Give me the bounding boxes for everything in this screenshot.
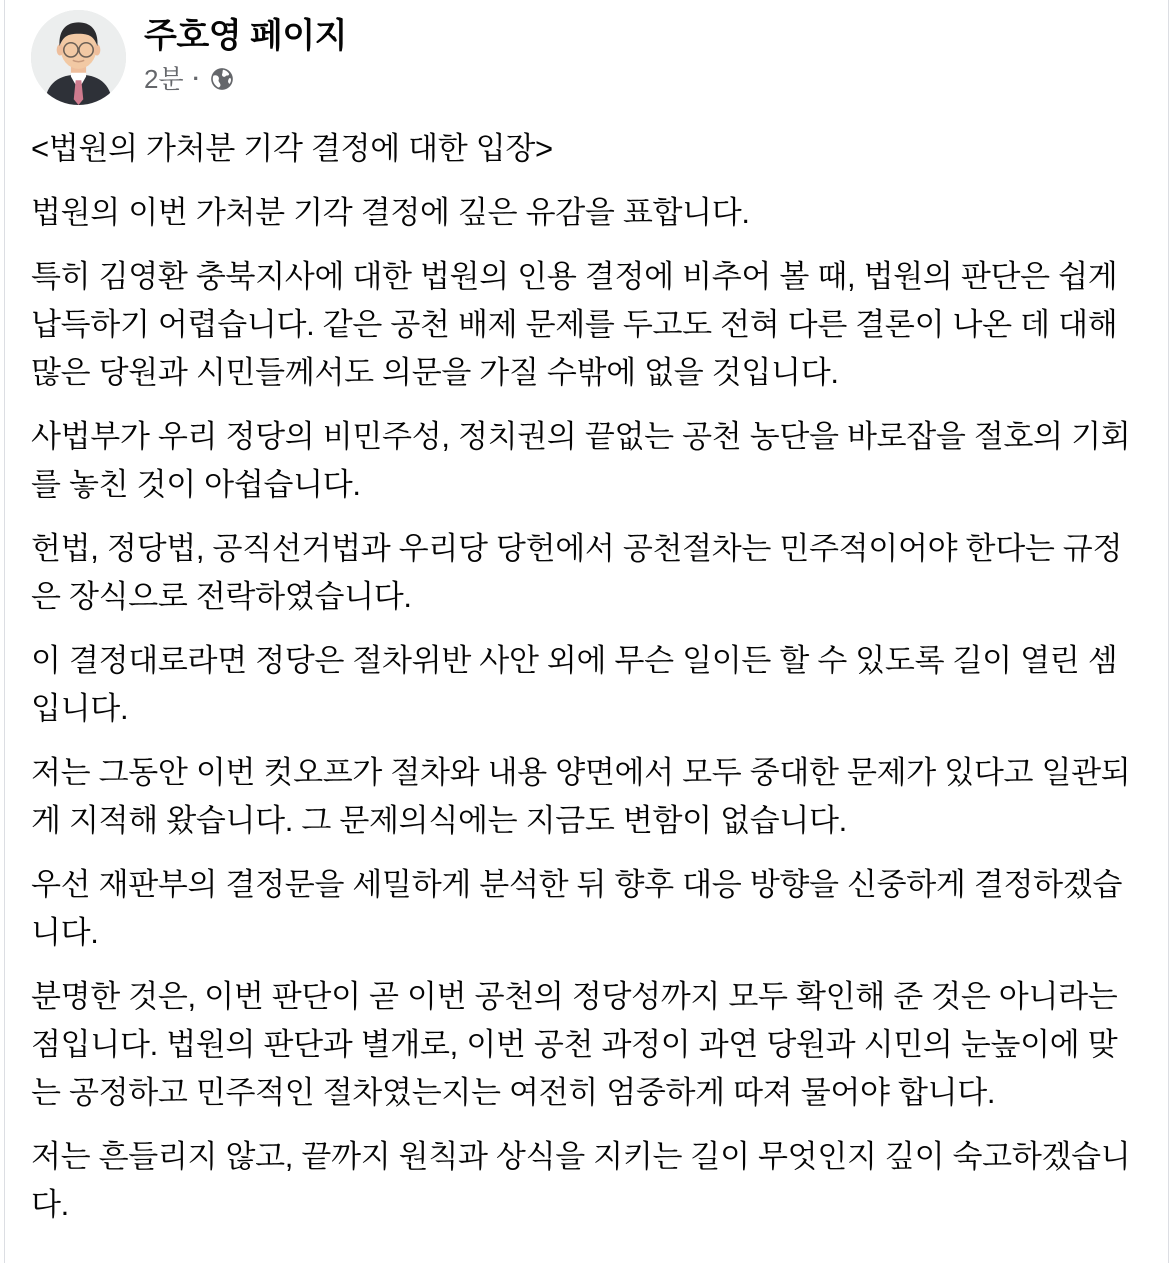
post-paragraph: 우선 재판부의 결정문을 세밀하게 분석한 뒤 향후 대응 방향을 신중하게 결정하겠습니다. [31,867,1123,950]
post-paragraph: 저는 흔들리지 않고, 끝까지 원칙과 상식을 지키는 길이 무엇인지 깊이 숙고하겠습니다. [31,1139,1131,1222]
post-body-text [31,125,1144,1229]
profile-avatar[interactable] [31,10,126,105]
post-paragraph: 저는 그동안 이번 컷오프가 절차와 내용 양면에서 모두 중대한 문제가 있다고 일관되게 지적해 왔습니다. 그 문제의식에는 지금도 변함이 없습니다. [31,755,1131,838]
post-paragraph: 분명한 것은, 이번 판단이 곧 이번 공천의 정당성까지 모두 확인해 준 것은 아니라는 점입니다. 법원의 판단과 별개로, 이번 공천 과정이 과연 당원과 시민의 눈높이에 맞는 공정하고 민주적인 절차였는지는 여전히 엄중하게 따져 물어야 합니다. [31,979,1118,1110]
post-meta-row [144,64,347,94]
post-header-text [144,10,347,94]
post-paragraph: 이 결정대로라면 정당은 절차위반 사안 외에 무슨 일이든 할 수 있도록 길이 열린 셈입니다. [31,643,1118,726]
post-timestamp[interactable]: 2분 [144,64,184,94]
globe-icon [209,66,235,92]
post-paragraph: 사법부가 우리 정당의 비민주성, 정치권의 끝없는 공천 농단을 바로잡을 절호의 기회를 놓친 것이 아쉽습니다. [31,419,1131,502]
post-paragraph: 법원의 이번 가처분 기각 결정에 깊은 유감을 표합니다. [31,195,750,230]
post-paragraph: <법원의 가처분 기각 결정에 대한 입장> [31,131,553,166]
meta-separator: · [192,66,200,91]
post-paragraph: 특히 김영환 충북지사에 대한 법원의 인용 결정에 비추어 볼 때, 법원의 판단은 쉽게 납득하기 어렵습니다. 같은 공천 배제 문제를 두고도 전혀 다른 결론이 나온 데 대해 많은 당원과 시민들께서도 의문을 가질 수밖에 없을 것입니다. [31,259,1118,390]
profile-photo-icon [31,10,126,105]
page-name-link[interactable]: 주호영 페이지 [144,17,348,55]
post-card [4,0,1169,1263]
post-paragraph: 헌법, 정당법, 공직선거법과 우리당 당헌에서 공천절차는 민주적이어야 한다는 규정은 장식으로 전락하였습니다. [31,531,1123,614]
post-header [31,10,1144,105]
